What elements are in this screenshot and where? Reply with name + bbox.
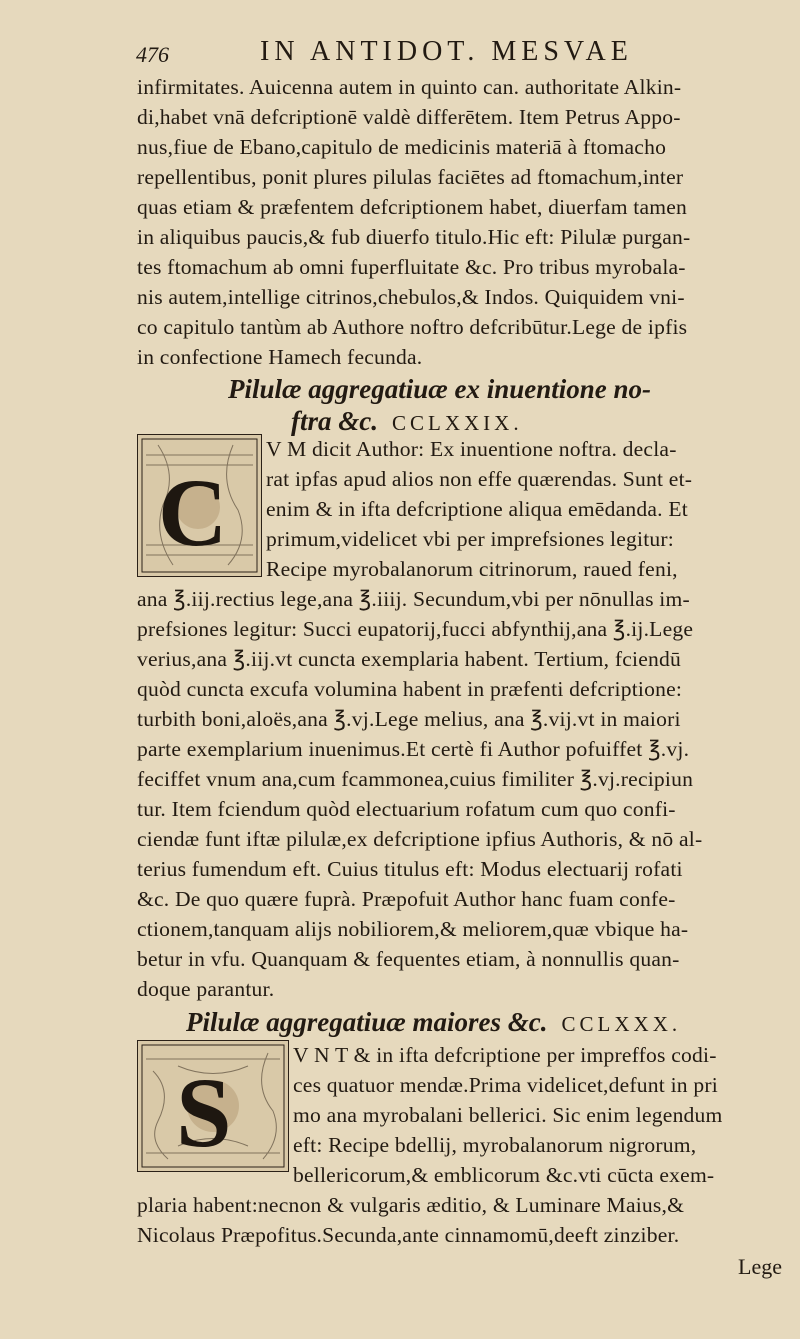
text-line: feciffet vnum ana,cum fcammonea,cuius fimiliter ℥.vj.recipiun [137, 767, 694, 791]
svg-text:S: S [176, 1057, 232, 1168]
page-header [110, 34, 790, 74]
heading-text: Pilulæ aggregatiuæ maiores &c. [186, 1007, 548, 1037]
text-line: turbith boni,aloës,ana ℥.vj.Lege melius, ana ℥.vij.vt in maiori [137, 707, 681, 731]
text-line: tes ftomachum ab omni fuperfluitate &c. Pro tribus myrobala- [137, 255, 686, 279]
text-line: ciendæ funt iftæ pilulæ,ex defcriptione ipfius Authoris, & nō al- [137, 827, 703, 851]
text-line: V N T & in ifta defcriptione per impreffos codi- [293, 1043, 717, 1067]
text-line: in aliquibus paucis,& fub diuerfo titulo.Hic eft: Pilulæ purgan- [137, 225, 691, 249]
text-line: betur in vfu. Quanquam & fequentes etiam, à nonnullis quan- [137, 947, 680, 971]
text-line: infirmitates. Auicenna autem in quinto can. authoritate Alkin- [137, 75, 682, 99]
text-line: in confectione Hamech fecunda. [137, 345, 423, 369]
text-line: parte exemplarium inuenimus.Et certè fi Author pofuiffet ℥.vj. [137, 737, 690, 761]
text-line: tur. Item fciendum quòd electuarium rofatum cum quo confi- [137, 797, 676, 821]
text-line: primum,videlicet vbi per imprefsiones legitur: [266, 527, 674, 551]
section-number: CCLXXX. [561, 1012, 682, 1036]
section-heading: Pilulæ aggregatiuæ ex inuentione no- [228, 374, 652, 404]
text-line: V M dicit Author: Ex inuentione noftra. decla- [266, 437, 677, 461]
text-line: terius fumendum eft. Cuius titulus eft: Modus electuarij rofati [137, 857, 683, 881]
page-number: 476 [136, 42, 169, 67]
text-line: Nicolaus Præpofitus.Secunda,ante cinnamomū,deeft zinziber. [137, 1223, 680, 1247]
text-line: bellericorum,& emblicorum &c.vti cūcta exem- [293, 1163, 715, 1187]
decorated-initial-C-icon [137, 434, 262, 577]
heading-text: ftra &c. [291, 406, 378, 436]
text-line: ctionem,tanquam alijs nobiliorem,& meliorem,quæ vbique ha- [137, 917, 689, 941]
text-line: verius,ana ℥.iij.vt cuncta exemplaria habent. Tertium, fciendū [137, 647, 682, 671]
text-line: nis autem,intellige citrinos,chebulos,& Indos. Quiquidem vni- [137, 285, 685, 309]
text-line: rat ipfas apud alios non effe quærendas. Sunt et- [266, 467, 693, 491]
text-line: nus,fiue de Ebano,capitulo de medicinis materiā à ftomacho [137, 135, 667, 159]
text-line: quòd cuncta excufa volumina habent in præfenti defcriptione: [137, 677, 683, 701]
text-line: ana ℥.iij.rectius lege,ana ℥.iiij. Secundum,vbi per nōnullas im- [137, 587, 690, 611]
decorated-initial-S-icon [137, 1040, 289, 1172]
text-line: prefsiones legitur: Succi eupatorij,fucci abfynthij,ana ℥.ij.Lege [137, 617, 694, 641]
text-line: ces quatuor mendæ.Prima videlicet,defunt in pri [293, 1073, 718, 1097]
text-line: repellentibus, ponit plures pilulas faciētes ad ftomachum,inter [137, 165, 684, 189]
text-line: &c. De quo quære fuprà. Præpofuit Author hanc fuam confe- [137, 887, 676, 911]
section-heading [186, 1005, 681, 1041]
text-line: Recipe myrobalanorum citrinorum, raued feni, [266, 557, 678, 581]
text-line: di,habet vnā defcriptionē valdè differētem. Item Petrus Appo- [137, 105, 681, 129]
running-title: IN ANTIDOT. MESVAE [260, 36, 633, 67]
section-number: CCLXXIX. [392, 411, 523, 435]
text-line: plaria habent:necnon & vulgaris æditio, & Luminare Maius,& [137, 1193, 685, 1217]
text-line: co capitulo tantùm ab Authore noftro defcribūtur.Lege de ipfis [137, 315, 688, 339]
text-line: quas etiam & præfentem defcriptionem habet, diuerfam tamen [137, 195, 688, 219]
text-line: doque parantur. [137, 977, 275, 1001]
text-line: enim & in ifta defcriptione aliqua emēdanda. Et [266, 497, 688, 521]
text-line: mo ana myrobalani bellerici. Sic enim legendum [293, 1103, 723, 1127]
text-line: eft: Recipe bdellij, myrobalanorum nigrorum, [293, 1133, 697, 1157]
catchword: Lege [738, 1254, 782, 1279]
svg-text:C: C [158, 459, 228, 566]
